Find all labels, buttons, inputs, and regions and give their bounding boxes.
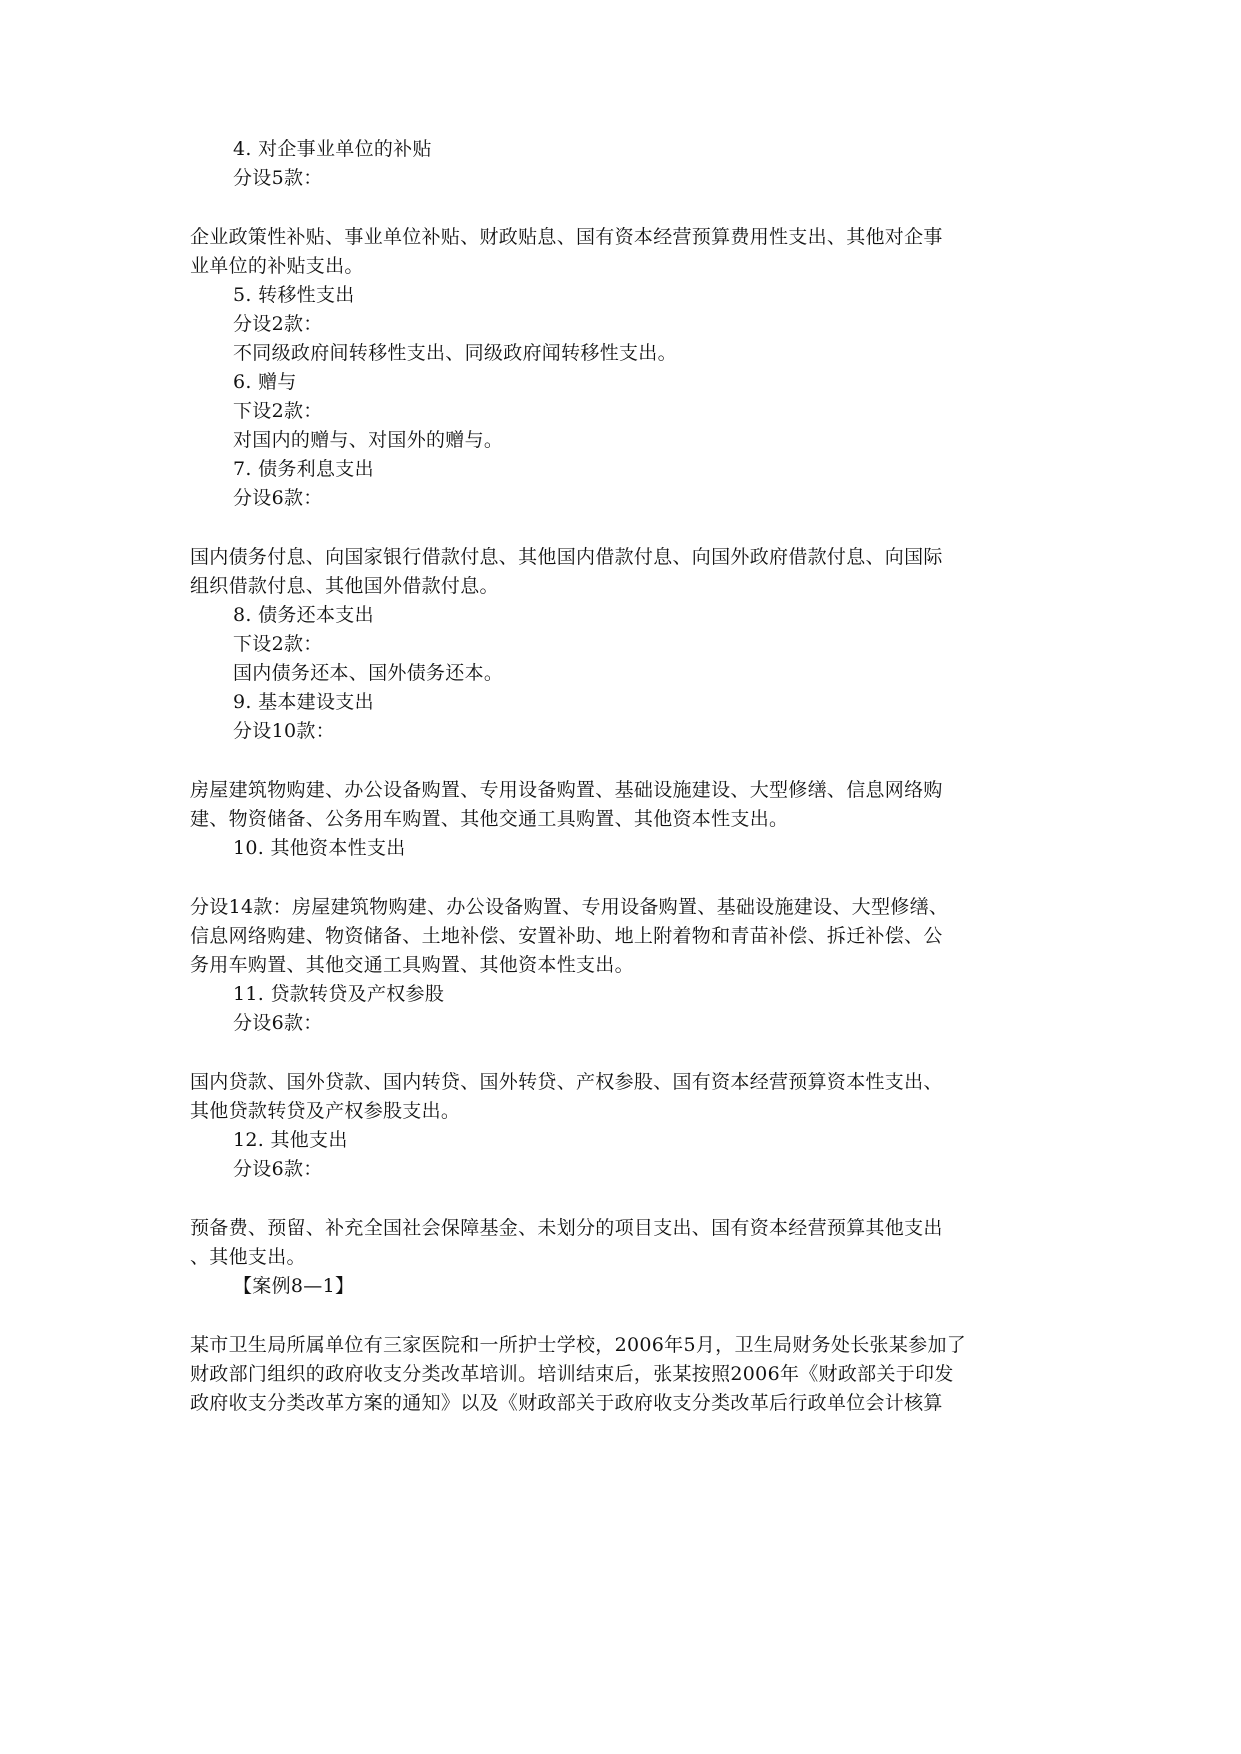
paragraph-line: 建、物资储备、公务用车购置、其他交通工具购置、其他资本性支出。	[190, 808, 789, 830]
heading-12: 12. 其他支出	[233, 1129, 348, 1151]
subitem-count: 分设10款：	[233, 720, 335, 742]
heading-6: 6. 赠与	[233, 371, 297, 393]
paragraph-line: 、其他支出。	[190, 1246, 306, 1268]
case-heading: 【案例8—1】	[233, 1275, 355, 1297]
subitem-count: 分设6款：	[233, 1158, 323, 1180]
paragraph-line: 对国内的赠与、对国外的赠与。	[233, 429, 504, 451]
paragraph-line: 务用车购置、其他交通工具购置、其他资本性支出。	[190, 954, 634, 976]
paragraph-line: 业单位的补贴支出。	[190, 255, 364, 277]
heading-11: 11. 贷款转贷及产权参股	[233, 983, 445, 1005]
paragraph-line: 企业政策性补贴、事业单位补贴、财政贴息、国有资本经营预算费用性支出、其他对企事	[190, 226, 943, 248]
paragraph-line: 财政部门组织的政府收支分类改革培训。培训结束后，张某按照2006年《财政部关于印发	[190, 1363, 954, 1385]
paragraph-line: 房屋建筑物购建、办公设备购置、专用设备购置、基础设施建设、大型修缮、信息网络购	[190, 779, 943, 801]
subitem-count: 分设2款：	[233, 313, 323, 335]
heading-10: 10. 其他资本性支出	[233, 837, 406, 859]
paragraph-line: 预备费、预留、补充全国社会保障基金、未划分的项目支出、国有资本经营预算其他支出	[190, 1217, 943, 1239]
paragraph-line: 分设14款：房屋建筑物购建、办公设备购置、专用设备购置、基础设施建设、大型修缮、	[190, 896, 949, 918]
paragraph-line: 国内债务还本、国外债务还本。	[233, 662, 504, 684]
paragraph-line: 政府收支分类改革方案的通知》以及《财政部关于政府收支分类改革后行政单位会计核算	[190, 1392, 943, 1414]
heading-4: 4. 对企事业单位的补贴	[233, 138, 432, 160]
paragraph-line: 组织借款付息、其他国外借款付息。	[190, 575, 499, 597]
heading-8: 8. 债务还本支出	[233, 604, 374, 626]
heading-5: 5. 转移性支出	[233, 284, 355, 306]
paragraph-line: 某市卫生局所属单位有三家医院和一所护士学校，2006年5月，卫生局财务处长张某参加了	[190, 1334, 967, 1356]
paragraph-line: 其他贷款转贷及产权参股支出。	[190, 1100, 461, 1122]
heading-9: 9. 基本建设支出	[233, 691, 374, 713]
paragraph-line: 国内贷款、国外贷款、国内转贷、国外转贷、产权参股、国有资本经营预算资本性支出、	[190, 1071, 943, 1093]
subitem-count: 下设2款：	[233, 633, 323, 655]
paragraph-line: 国内债务付息、向国家银行借款付息、其他国内借款付息、向国外政府借款付息、向国际	[190, 546, 943, 568]
heading-7: 7. 债务利息支出	[233, 458, 374, 480]
subitem-count: 分设6款：	[233, 487, 323, 509]
subitem-count: 分设6款：	[233, 1012, 323, 1034]
paragraph-line: 信息网络购建、物资储备、土地补偿、安置补助、地上附着物和青苗补偿、拆迁补偿、公	[190, 925, 943, 947]
paragraph-line: 不同级政府间转移性支出、同级政府闻转移性支出。	[233, 342, 677, 364]
subitem-count: 下设2款：	[233, 400, 323, 422]
subitem-count: 分设5款：	[233, 167, 323, 189]
